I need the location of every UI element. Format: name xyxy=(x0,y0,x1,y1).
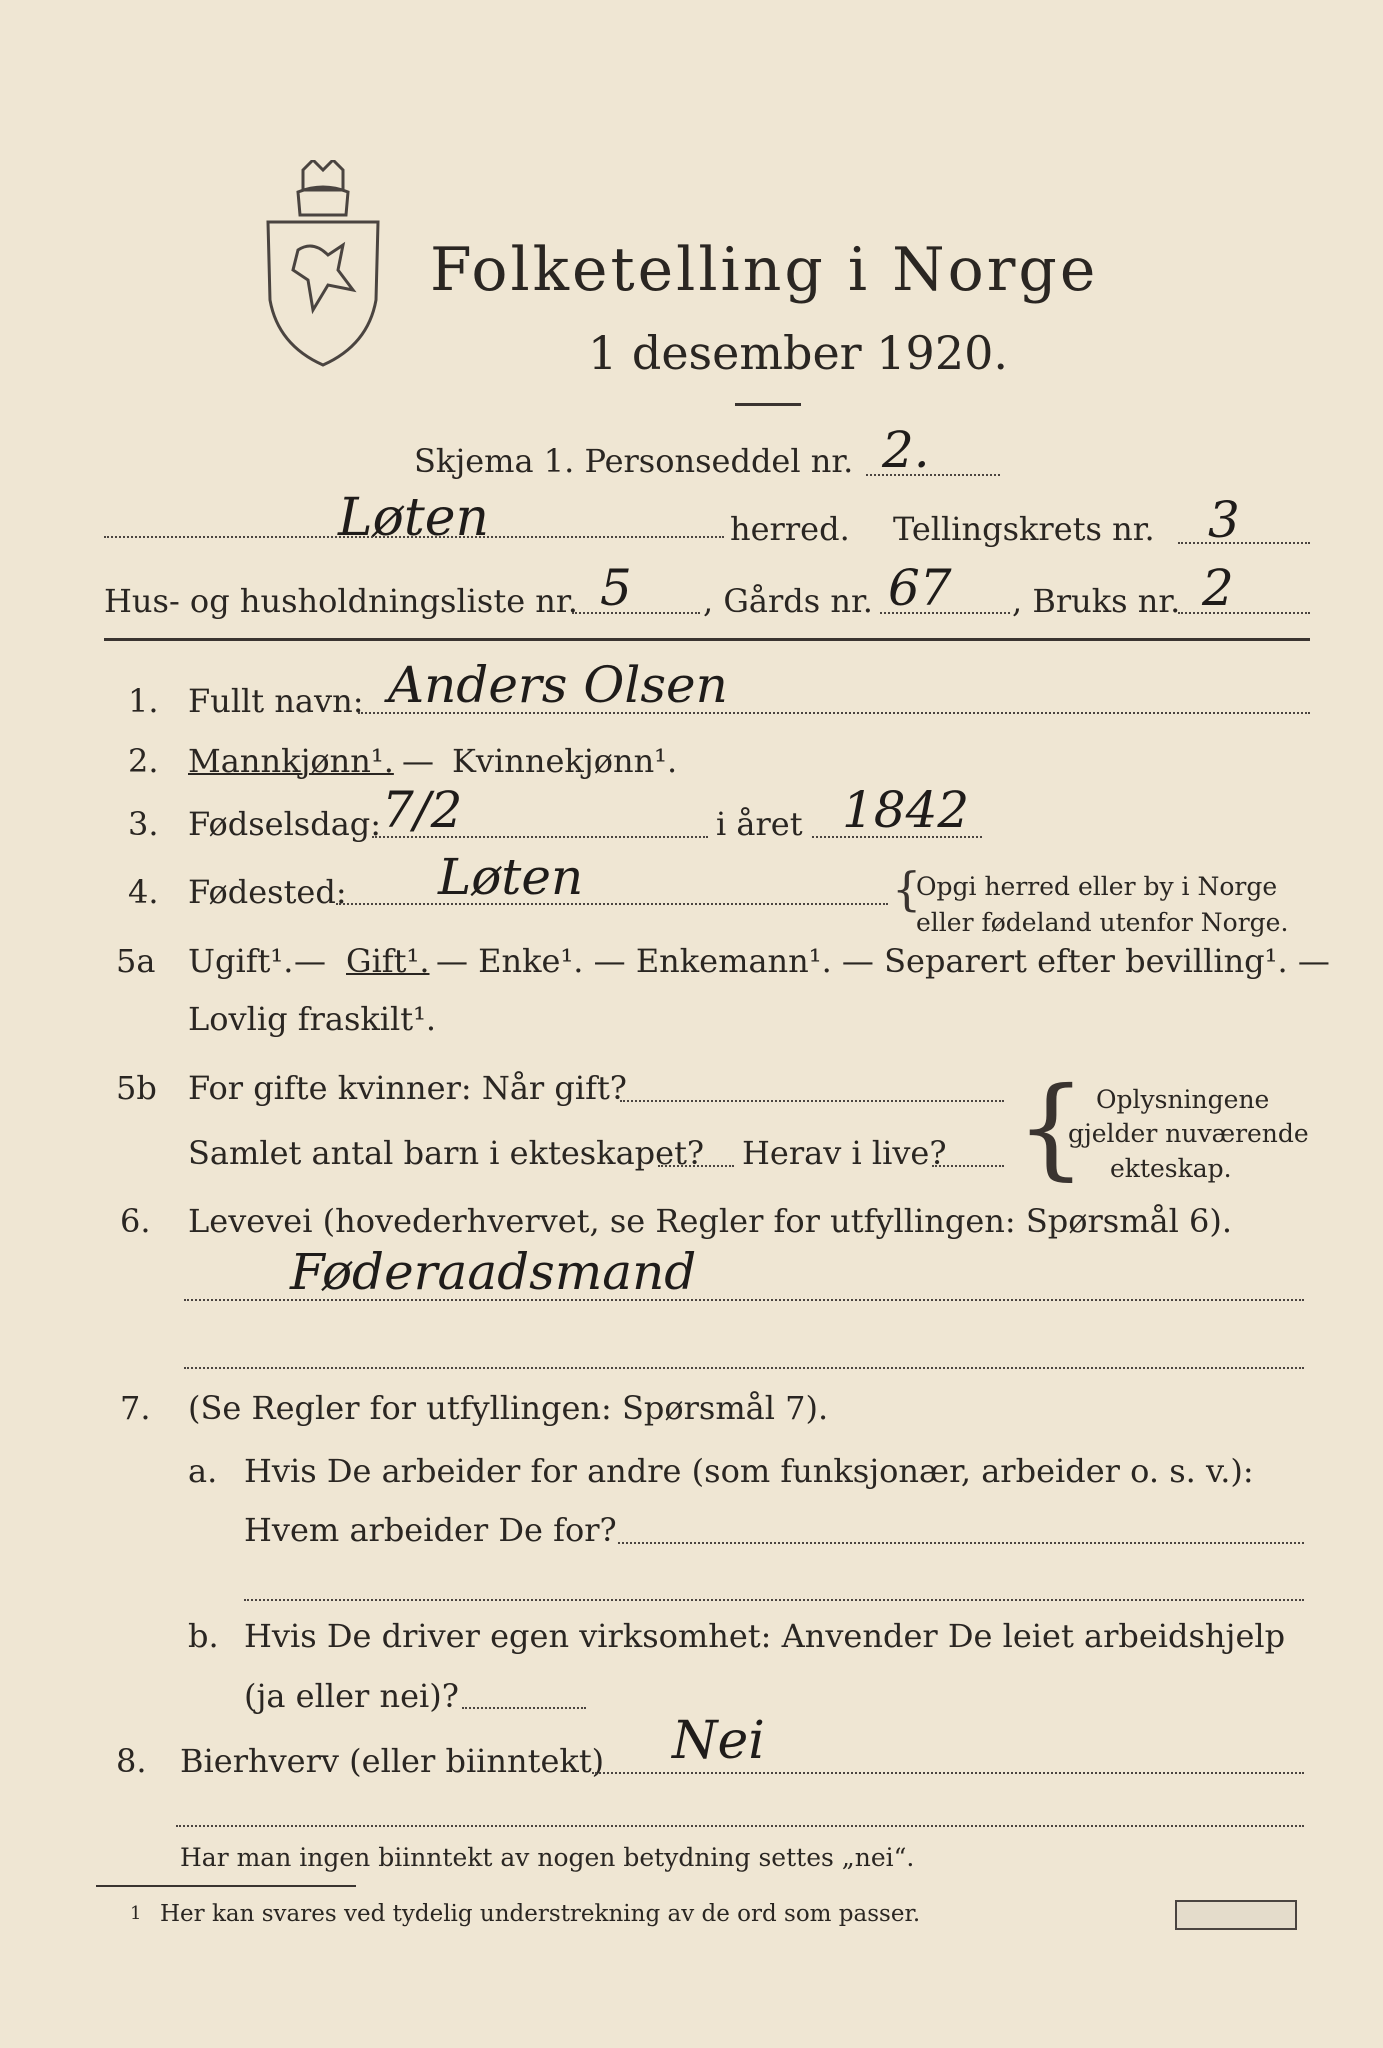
q4-note-1: Opgi herred eller by i Norge xyxy=(916,872,1278,901)
q6-value: Føderaadsmand xyxy=(290,1243,697,1301)
tellingskrets-dots xyxy=(1178,542,1310,544)
gards-value: 67 xyxy=(888,559,952,617)
personseddel-value: 2. xyxy=(882,421,930,479)
bruks-label: , Bruks nr. xyxy=(1012,582,1181,620)
bruks-dots xyxy=(1178,612,1310,614)
q5b-children-dots xyxy=(658,1165,734,1167)
q5b-note-3: ekteskap. xyxy=(1110,1154,1232,1183)
q7b-line2: (ja eller nei)? xyxy=(244,1677,459,1715)
q4-note-2: eller fødeland utenfor Norge. xyxy=(916,908,1289,937)
q5b-number: 5b xyxy=(116,1069,157,1107)
q5b-line2-label: Samlet antal barn i ekteskapet? xyxy=(188,1134,705,1172)
q6-label: Levevei (hovederhvervet, se Regler for utfyllingen: Spørsmål 6). xyxy=(188,1202,1233,1240)
q5a-number: 5a xyxy=(116,942,156,980)
printer-stamp xyxy=(1175,1900,1297,1930)
q3-year-value: 1842 xyxy=(842,781,970,839)
q8-label: Bierhverv (eller biinntekt) xyxy=(180,1742,605,1780)
q5b-line1-dots xyxy=(620,1100,1004,1102)
q5b-brace: { xyxy=(1016,1063,1086,1191)
q1-label: Fullt navn: xyxy=(188,682,364,720)
footer-divider xyxy=(96,1885,356,1887)
q5b-note-2: gjelder nuværende xyxy=(1068,1119,1309,1148)
q2-number: 2. xyxy=(128,742,159,780)
q1-number: 1. xyxy=(128,682,159,720)
q8-value: Nei xyxy=(672,1711,765,1771)
husliste-label: Hus- og husholdningsliste nr. xyxy=(104,582,578,620)
q5b-line1-label: For gifte kvinner: Når gift? xyxy=(188,1069,627,1107)
tellingskrets-label: Tellingskrets nr. xyxy=(893,510,1155,548)
q5a-option-ugift: Ugift¹. xyxy=(188,942,294,980)
form-title: Folketelling i Norge xyxy=(430,235,1099,305)
q1-value: Anders Olsen xyxy=(388,656,728,714)
schema-label: Skjema 1. Personseddel nr. xyxy=(414,442,854,480)
q7b-dots xyxy=(462,1707,586,1709)
gards-label: , Gårds nr. xyxy=(703,582,873,620)
q5b-alive-dots xyxy=(932,1165,1004,1167)
q4-value: Løten xyxy=(438,848,584,906)
husliste-dots xyxy=(572,612,700,614)
q7a-line1: Hvis De arbeider for andre (som funksjonær, arbeider o. s. v.): xyxy=(244,1452,1254,1490)
q7-label: (Se Regler for utfyllingen: Spørsmål 7). xyxy=(188,1389,829,1427)
q4-label: Fødested: xyxy=(188,873,347,911)
q7a-dots-1 xyxy=(618,1542,1304,1544)
tellingskrets-value: 3 xyxy=(1208,491,1240,549)
q2-option-male: Mannkjønn¹. xyxy=(188,742,394,780)
q7b-line1: Hvis De driver egen virksomhet: Anvender De leiet arbeidshjelp xyxy=(244,1617,1286,1655)
q5b-alive-label: Herav i live? xyxy=(742,1134,947,1172)
footnote-marker: 1 xyxy=(130,1903,142,1924)
q3-day-value: 7/2 xyxy=(382,781,463,839)
q5b-note-1: Oplysningene xyxy=(1096,1085,1270,1114)
form-date: 1 desember 1920. xyxy=(588,326,1008,380)
q8-dots-2 xyxy=(176,1825,1304,1827)
footer-note: Har man ingen biinntekt av nogen betydning settes „nei“. xyxy=(180,1843,915,1872)
header-divider xyxy=(104,638,1310,641)
q7b-letter: b. xyxy=(188,1617,219,1655)
q4-number: 4. xyxy=(128,873,159,911)
husliste-value: 5 xyxy=(600,559,632,617)
q4-dots xyxy=(336,903,888,905)
footnote-text: Her kan svares ved tydelig understrekning av de ord som passer. xyxy=(160,1901,921,1927)
q3-label: Fødselsdag: xyxy=(188,805,382,843)
title-divider xyxy=(735,403,801,406)
q6-number: 6. xyxy=(120,1202,151,1240)
q7a-letter: a. xyxy=(188,1452,218,1490)
q7a-line2: Hvem arbeider De for? xyxy=(244,1511,617,1549)
herred-value: Løten xyxy=(338,488,489,548)
q7a-dots-2 xyxy=(244,1599,1304,1601)
q5a-option-fraskilt: Lovlig fraskilt¹. xyxy=(188,1000,437,1038)
q8-number: 8. xyxy=(116,1742,147,1780)
bruks-value: 2 xyxy=(1202,559,1234,617)
q2-option-female: Kvinnekjønn¹. xyxy=(452,742,678,780)
q2-separator: — xyxy=(402,742,434,780)
q5a-separator-1: — xyxy=(294,942,326,980)
q7-number: 7. xyxy=(120,1389,151,1427)
q6-dots-2 xyxy=(184,1367,1304,1369)
q3-number: 3. xyxy=(128,805,159,843)
q4-brace: { xyxy=(892,862,922,916)
q5a-option-gift: Gift¹. xyxy=(346,942,430,980)
q5a-options-rest: — Enke¹. — Enkemann¹. — Separert efter bevilling¹. — xyxy=(436,942,1330,980)
q3-year-label: i året xyxy=(716,805,803,843)
q8-dots xyxy=(592,1772,1304,1774)
coat-of-arms-icon xyxy=(258,160,388,370)
herred-label: herred. xyxy=(730,510,850,548)
